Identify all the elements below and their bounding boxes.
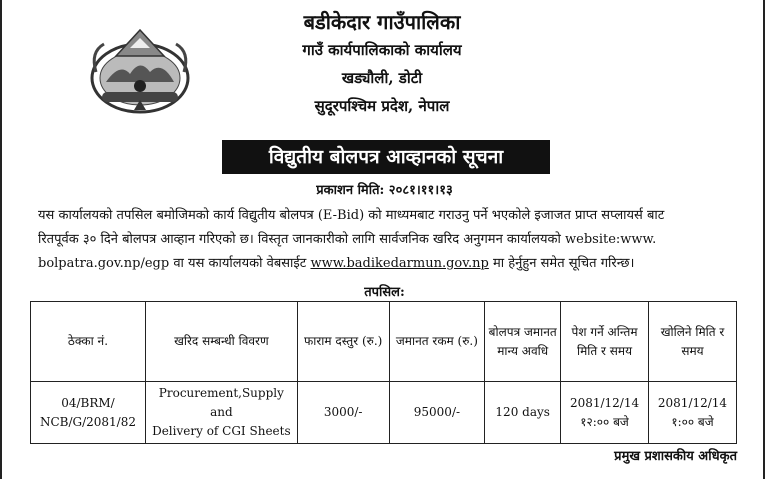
body-line-2: रितपूर्वक ३० दिने बोलपत्र आव्हान गरिएको छ। विस्तृत जानकारीको लागि सार्वजनिक खरिद अनुगमन कार्यालयको website:www. bbox=[38, 232, 657, 247]
cell-form-fee: 3000/- bbox=[297, 382, 389, 444]
website-link[interactable]: www.badikedarmun.gov.np bbox=[310, 256, 489, 271]
cell-opening bbox=[649, 382, 737, 444]
signature-title: प्रमुख प्रशासकीय अधिकृत bbox=[614, 449, 737, 464]
opening-time: १:०० बजे bbox=[671, 414, 714, 429]
bid-table bbox=[30, 301, 737, 444]
table-header-row bbox=[31, 302, 737, 382]
cell-submission bbox=[561, 382, 649, 444]
header-submission: पेश गर्ने अन्तिम मिति र समय bbox=[561, 302, 649, 382]
publication-date: प्रकाशन मिति: २०८१।११।१३ bbox=[316, 183, 453, 198]
office-province: सुदूरपश्चिम प्रदेश, नेपाल bbox=[314, 97, 450, 115]
body-line-3-start: bolpatra.gov.np/egp वा यस कार्यालयको वेबसाईट bbox=[38, 256, 311, 271]
contract-no-part-1: 04/BRM/ bbox=[61, 395, 115, 410]
header-security: जमानत रकम (रु.) bbox=[389, 302, 485, 382]
submission-date: 2081/12/14 bbox=[569, 395, 640, 410]
submission-time: १२:०० बजे bbox=[580, 414, 629, 429]
notice-title: विद्युतीय बोलपत्र आव्हानको सूचना bbox=[222, 140, 550, 174]
body-line-1: यस कार्यालयको तपसिल बमोजिमको कार्य विद्युतीय बोलपत्र (E-Bid) को माध्यमबाट गराउनु पर्ने भएकोले इजाजत प्राप्त सप्लायर्स बाट bbox=[38, 208, 665, 223]
government-emblem-icon bbox=[86, 22, 194, 120]
header-validity: बोलपत्र जमानत मान्य अवधि bbox=[485, 302, 561, 382]
body-line-3 bbox=[38, 252, 743, 276]
cell-description bbox=[145, 382, 297, 444]
header-form-fee: फाराम दस्तुर (रु.) bbox=[297, 302, 389, 382]
cell-contract-no bbox=[31, 382, 146, 444]
header-contract-no: ठेक्का नं. bbox=[31, 302, 146, 382]
contract-no-part-2: NCB/G/2081/82 bbox=[39, 414, 136, 429]
office-location: खड्यौली, डोटी bbox=[341, 69, 423, 87]
cell-security: 95000/- bbox=[389, 382, 485, 444]
opening-date: 2081/12/14 bbox=[657, 395, 728, 410]
header-description: खरिद सम्बन्धी विवरण bbox=[145, 302, 297, 382]
org-name: बडीकेदार गाउँपालिका bbox=[303, 10, 461, 34]
header-opening: खोलिने मिति र समय bbox=[649, 302, 737, 382]
cell-validity: 120 days bbox=[485, 382, 561, 444]
office-header bbox=[202, 8, 562, 120]
notice-body bbox=[38, 204, 743, 276]
office-name: गाउँ कार्यपालिकाको कार्यालय bbox=[302, 41, 462, 59]
description-part-1: Procurement,Supply and bbox=[158, 386, 284, 419]
description-part-2: Delivery of CGI Sheets bbox=[152, 424, 291, 438]
table-caption: तपसिल: bbox=[364, 285, 405, 300]
body-line-3-end: मा हेर्नुहुन समेत सूचित गरिन्छ। bbox=[488, 256, 635, 271]
table-row bbox=[31, 382, 737, 444]
